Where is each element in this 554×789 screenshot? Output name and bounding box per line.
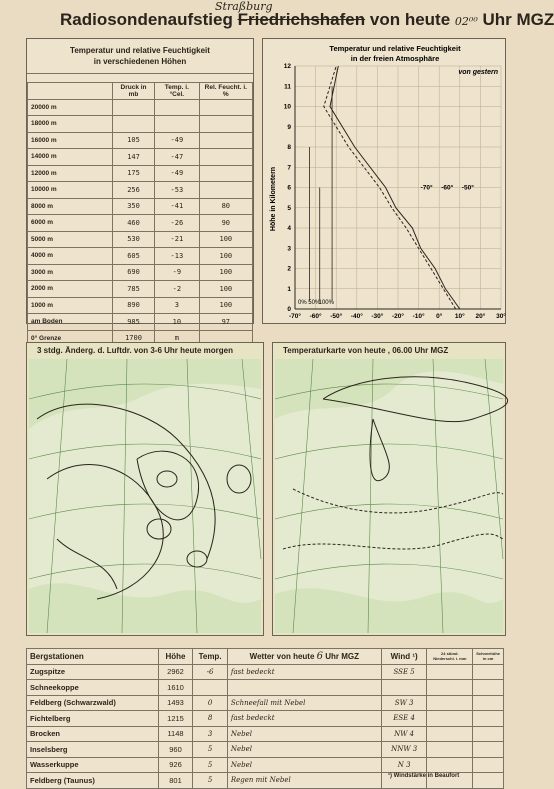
level-label: 18000 m bbox=[28, 116, 113, 133]
pressure-value bbox=[113, 99, 155, 116]
station-height: 1215 bbox=[158, 711, 192, 727]
station-weather: Schneefall mit Nebel bbox=[227, 695, 381, 711]
temp-value: 3 bbox=[155, 297, 200, 314]
title-mid: von heute bbox=[369, 10, 451, 29]
x-tick-label: -10° bbox=[412, 313, 425, 320]
chart-ylabel: Höhe in Kilometern bbox=[270, 166, 277, 232]
col-pressure: Druck in mb bbox=[113, 83, 155, 100]
temperature-map bbox=[272, 342, 506, 636]
station-wind: SSE 5 bbox=[381, 664, 427, 680]
temperature-chart bbox=[263, 39, 505, 323]
pressure-value: 890 bbox=[113, 297, 155, 314]
level-label: am Boden bbox=[28, 314, 113, 331]
temp-value: -47 bbox=[155, 149, 200, 166]
humidity-value bbox=[199, 182, 252, 199]
col-weather-suffix: Uhr MGZ bbox=[325, 651, 360, 661]
y-tick-label: 10 bbox=[283, 103, 291, 111]
temp-value bbox=[155, 116, 200, 133]
station-weather: fast bedeckt bbox=[227, 664, 381, 680]
col-snow: Schneehöhe in cm bbox=[473, 649, 504, 665]
temp-value: -49 bbox=[155, 132, 200, 149]
x-tick-label: -40° bbox=[350, 313, 363, 320]
station-row bbox=[27, 711, 504, 727]
humidity-value bbox=[199, 132, 252, 149]
pressure-value: 530 bbox=[113, 231, 155, 248]
temperature-map-caption bbox=[283, 346, 448, 355]
level-label: 10000 m bbox=[28, 182, 113, 199]
chart-title-line2: in der freien Atmosphäre bbox=[350, 54, 440, 63]
station-row bbox=[27, 742, 504, 758]
station-height: 926 bbox=[158, 757, 192, 773]
temperature-map-caption-prefix: Temperaturkarte von heute bbox=[283, 346, 386, 355]
humidity-tick-label: 50% bbox=[308, 300, 321, 306]
x-tick-label: 20° bbox=[475, 313, 486, 320]
humidity-value: 100 bbox=[199, 264, 252, 281]
station-snow bbox=[473, 726, 504, 742]
level-label: 16000 m bbox=[28, 132, 113, 149]
station-height: 1493 bbox=[158, 695, 192, 711]
y-tick-label: 8 bbox=[287, 144, 291, 151]
col-station: Bergstationen bbox=[27, 649, 159, 665]
level-label: 8000 m bbox=[28, 198, 113, 215]
station-height: 1610 bbox=[158, 680, 192, 696]
station-height: 960 bbox=[158, 742, 192, 758]
station-wind: NW 4 bbox=[381, 726, 427, 742]
x-tick-label: -60° bbox=[309, 313, 322, 320]
station-temp: 3 bbox=[193, 726, 228, 742]
station-wind: NNW 3 bbox=[381, 742, 427, 758]
temp-value: -2 bbox=[155, 281, 200, 298]
y-tick-label: 12 bbox=[283, 63, 291, 70]
height-row bbox=[28, 314, 253, 331]
pressure-value bbox=[113, 116, 155, 133]
stations-table bbox=[26, 648, 504, 789]
station-precip bbox=[427, 680, 473, 696]
temperature-map-drawing bbox=[273, 359, 505, 635]
station-weather: Nebel bbox=[227, 742, 381, 758]
temp-value: -9 bbox=[155, 264, 200, 281]
height-table-panel bbox=[26, 38, 254, 343]
temp-value: -21 bbox=[155, 231, 200, 248]
temp-value: -26 bbox=[155, 215, 200, 232]
humidity-value bbox=[199, 99, 252, 116]
station-precip bbox=[427, 757, 473, 773]
temp-value bbox=[155, 99, 200, 116]
level-label: 1000 m bbox=[28, 297, 113, 314]
station-temp: 5 bbox=[193, 773, 228, 789]
pressure-value: 175 bbox=[113, 165, 155, 182]
top-right-tick-label: -50° bbox=[461, 184, 474, 192]
temperature-chart-panel bbox=[262, 38, 506, 324]
handwritten-place: Straßburg bbox=[215, 0, 273, 13]
level-label: 12000 m bbox=[28, 165, 113, 182]
station-row bbox=[27, 680, 504, 696]
crossed-out-place: Friedrichshafen bbox=[237, 10, 366, 29]
col-temp: Temp. bbox=[193, 649, 228, 665]
station-weather bbox=[227, 680, 381, 696]
level-label: 3000 m bbox=[28, 264, 113, 281]
caption-line-2: in verschiedenen Höhen bbox=[93, 57, 187, 66]
station-name: Schneekoppe bbox=[27, 680, 159, 696]
pressure-value: 985 bbox=[113, 314, 155, 331]
station-row bbox=[27, 695, 504, 711]
height-row bbox=[28, 215, 253, 232]
level-label: 20000 m bbox=[28, 99, 113, 116]
height-row bbox=[28, 264, 253, 281]
level-label: 6000 m bbox=[28, 215, 113, 232]
humidity-tick-label: 0% bbox=[298, 300, 307, 306]
station-snow bbox=[473, 757, 504, 773]
y-tick-label: 2 bbox=[287, 265, 291, 273]
station-name: Feldberg (Taunus) bbox=[27, 773, 159, 789]
station-precip bbox=[427, 664, 473, 680]
station-precip bbox=[427, 711, 473, 727]
height-row bbox=[28, 198, 253, 215]
x-tick-label: 0° bbox=[436, 313, 443, 320]
station-name: Inselsberg bbox=[27, 742, 159, 758]
station-precip bbox=[427, 726, 473, 742]
station-temp: 8 bbox=[193, 711, 228, 727]
zero-unit: m bbox=[155, 330, 200, 347]
col-weather bbox=[227, 649, 381, 665]
level-label: 5000 m bbox=[28, 231, 113, 248]
col-humidity: Rel. Feucht. i. % bbox=[199, 83, 252, 100]
height-table-header bbox=[28, 83, 253, 100]
x-tick-label: 30° bbox=[496, 313, 506, 320]
title-time: 02⁰⁰ bbox=[454, 15, 478, 28]
station-height: 2962 bbox=[158, 664, 192, 680]
station-snow bbox=[473, 711, 504, 727]
y-tick-label: 7 bbox=[287, 164, 291, 172]
station-name: Zugspitze bbox=[27, 664, 159, 680]
station-weather: Regen mit Nebel bbox=[227, 773, 381, 789]
level-label: 14000 m bbox=[28, 149, 113, 166]
col-height: Höhe bbox=[158, 649, 192, 665]
pressure-value: 350 bbox=[113, 198, 155, 215]
height-row bbox=[28, 99, 253, 116]
page-title bbox=[60, 10, 554, 30]
col-temp: Temp. i. °Cel. bbox=[155, 83, 200, 100]
station-wind: N 3 bbox=[381, 757, 427, 773]
pressure-value: 147 bbox=[113, 149, 155, 166]
station-wind: ESE 4 bbox=[381, 711, 427, 727]
height-row bbox=[28, 182, 253, 199]
height-table-caption bbox=[27, 39, 253, 74]
station-height: 801 bbox=[158, 773, 192, 789]
col-precip: 24 stünd. Niederschl. i. mm bbox=[427, 649, 473, 665]
zero-value: 1700 bbox=[113, 330, 155, 347]
height-table bbox=[27, 82, 253, 347]
y-tick-label: 5 bbox=[287, 204, 291, 212]
pressure-map-caption: 3 stdg. Änderg. d. Luftdr. von 3-6 Uhr heute morgen bbox=[37, 346, 234, 355]
temp-value: -41 bbox=[155, 198, 200, 215]
humidity-value bbox=[199, 149, 252, 166]
temp-value: -49 bbox=[155, 165, 200, 182]
col-weather-prefix: Wetter von heute bbox=[249, 651, 315, 661]
station-row bbox=[27, 664, 504, 680]
y-tick-label: 11 bbox=[284, 83, 291, 91]
station-row bbox=[27, 726, 504, 742]
height-row bbox=[28, 165, 253, 182]
humidity-value: 80 bbox=[199, 198, 252, 215]
y-tick-label: 6 bbox=[287, 184, 291, 192]
station-snow bbox=[473, 742, 504, 758]
pressure-value: 460 bbox=[113, 215, 155, 232]
y-tick-label: 0 bbox=[287, 306, 291, 313]
y-tick-label: 1 bbox=[287, 285, 291, 293]
pressure-value: 785 bbox=[113, 281, 155, 298]
zero-label: 0° Grenze bbox=[28, 330, 113, 347]
station-temp: 5 bbox=[193, 742, 228, 758]
station-snow bbox=[473, 680, 504, 696]
station-temp bbox=[193, 680, 228, 696]
station-weather: Nebel bbox=[227, 726, 381, 742]
level-label: 2000 m bbox=[28, 281, 113, 298]
pressure-map-drawing bbox=[27, 359, 263, 635]
humidity-value bbox=[199, 116, 252, 133]
station-name: Brocken bbox=[27, 726, 159, 742]
pressure-value: 690 bbox=[113, 264, 155, 281]
pressure-change-map bbox=[26, 342, 264, 636]
top-right-tick-label: -60° bbox=[441, 184, 454, 192]
height-row bbox=[28, 149, 253, 166]
col-weather-time: 6 bbox=[316, 650, 324, 662]
chart-title-line1: Temperatur und relative Feuchtigkeit bbox=[329, 44, 461, 53]
y-tick-label: 3 bbox=[287, 245, 291, 253]
station-temp: 0 bbox=[193, 695, 228, 711]
humidity-value: 90 bbox=[199, 215, 252, 232]
humidity-value: 100 bbox=[199, 231, 252, 248]
pressure-value: 105 bbox=[113, 132, 155, 149]
level-label: 4000 m bbox=[28, 248, 113, 265]
x-tick-label: -50° bbox=[330, 313, 343, 320]
x-tick-label: -70° bbox=[289, 313, 301, 320]
temp-value: 10 bbox=[155, 314, 200, 331]
title-prefix: Radiosondenaufstieg bbox=[60, 10, 233, 29]
humidity-value: 100 bbox=[199, 248, 252, 265]
station-name: Fichtelberg bbox=[27, 711, 159, 727]
humidity-value bbox=[199, 165, 252, 182]
height-row bbox=[28, 231, 253, 248]
station-snow bbox=[473, 695, 504, 711]
temperature-map-caption-time: , 06.00 Uhr MGZ bbox=[387, 346, 449, 355]
height-row bbox=[28, 132, 253, 149]
pressure-value: 256 bbox=[113, 182, 155, 199]
col-wind: Wind ¹) bbox=[381, 649, 427, 665]
station-weather: fast bedeckt bbox=[227, 711, 381, 727]
y-tick-label: 9 bbox=[287, 123, 291, 131]
x-tick-label: -20° bbox=[392, 313, 404, 320]
station-snow bbox=[473, 773, 504, 789]
temp-value: -53 bbox=[155, 182, 200, 199]
station-temp: 5 bbox=[193, 757, 228, 773]
station-wind bbox=[381, 680, 427, 696]
station-height: 1148 bbox=[158, 726, 192, 742]
humidity-value: 97 bbox=[199, 314, 252, 331]
height-row bbox=[28, 297, 253, 314]
wind-footnote: ¹) Windstärke in Beaufort bbox=[388, 773, 460, 779]
title-suffix: Uhr MGZ bbox=[482, 10, 554, 29]
x-tick-label: -30° bbox=[371, 313, 384, 320]
caption-line-1: Temperatur und relative Feuchtigkeit bbox=[70, 46, 210, 55]
station-name: Wasserkuppe bbox=[27, 757, 159, 773]
height-row bbox=[28, 116, 253, 133]
y-tick-label: 4 bbox=[287, 225, 291, 232]
series-label: von gestern bbox=[458, 69, 498, 77]
top-right-tick-label: -70° bbox=[420, 184, 433, 192]
station-wind: SW 3 bbox=[381, 695, 427, 711]
station-precip bbox=[427, 695, 473, 711]
station-snow bbox=[473, 664, 504, 680]
station-temp: -6 bbox=[193, 664, 228, 680]
station-precip bbox=[427, 742, 473, 758]
x-tick-label: 10° bbox=[454, 313, 465, 320]
humidity-value: 100 bbox=[199, 281, 252, 298]
station-name: Feldberg (Schwarzwald) bbox=[27, 695, 159, 711]
station-weather: Nebel bbox=[227, 757, 381, 773]
height-row bbox=[28, 281, 253, 298]
temp-value: -13 bbox=[155, 248, 200, 265]
humidity-tick-label: 100% bbox=[318, 300, 334, 306]
pressure-value: 605 bbox=[113, 248, 155, 265]
humidity-value: 100 bbox=[199, 297, 252, 314]
height-row bbox=[28, 248, 253, 265]
station-row bbox=[27, 757, 504, 773]
stations-header bbox=[27, 649, 504, 665]
